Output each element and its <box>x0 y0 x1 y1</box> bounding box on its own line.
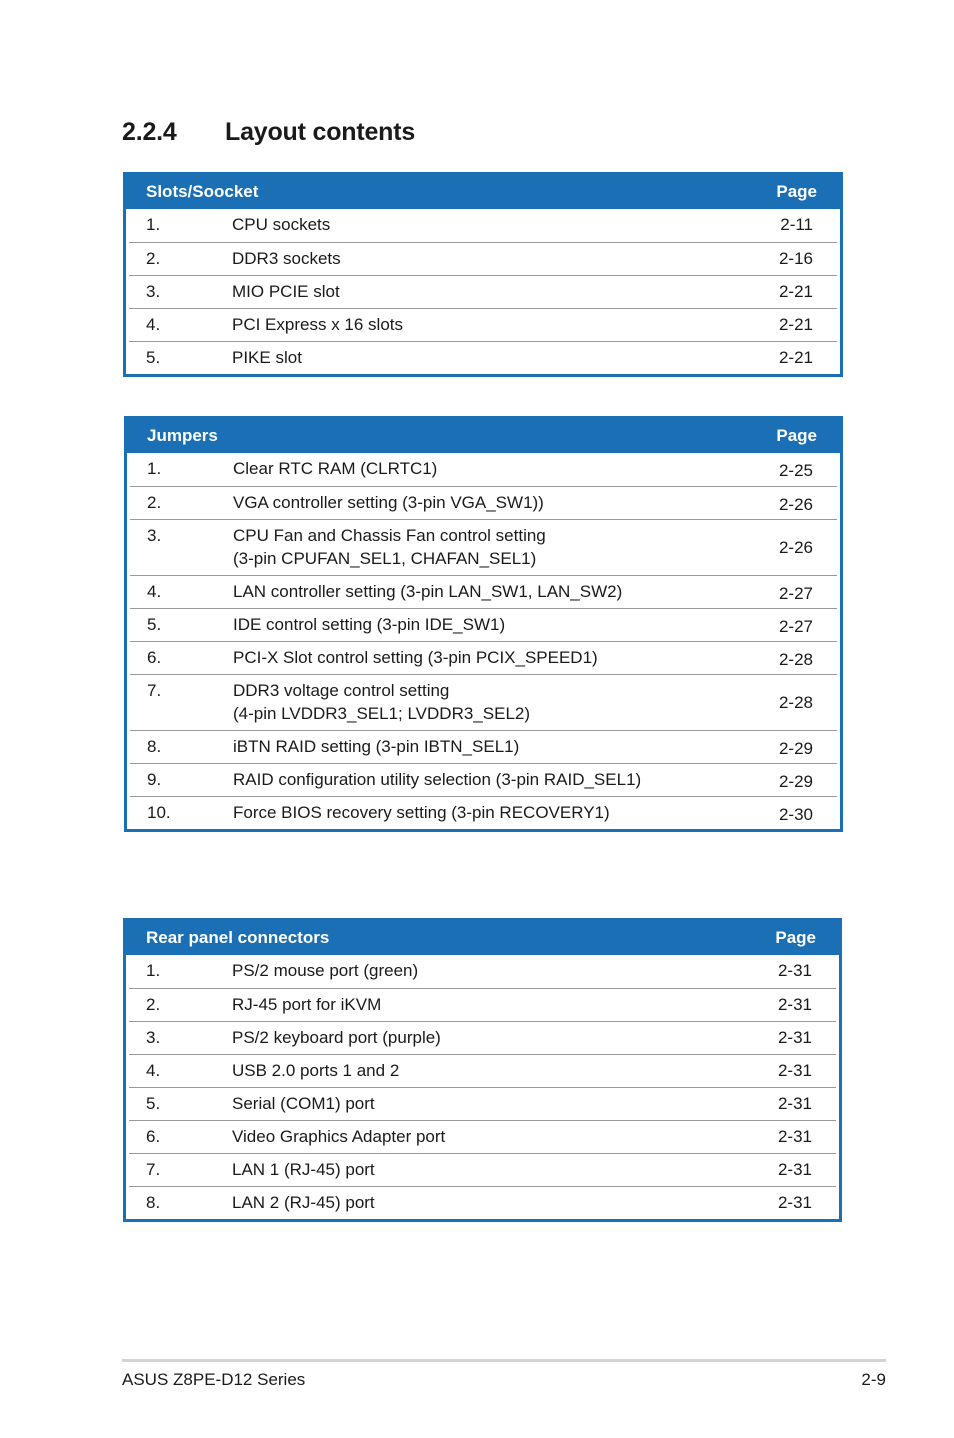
row-page: 2-26 <box>778 495 813 514</box>
row-description-line: iBTN RAID setting (3-pin IBTN_SEL1) <box>233 737 520 756</box>
row-page: 2-27 <box>778 617 813 636</box>
row-page: 2-26 <box>778 538 813 557</box>
row-number: 5. <box>146 1094 161 1113</box>
row-page: 2-31 <box>777 961 812 980</box>
row-description-line: MIO PCIE slot <box>232 282 340 301</box>
table-row <box>129 988 836 1021</box>
row-number: 7. <box>147 681 162 700</box>
row-description <box>232 1125 445 1148</box>
table-header-page: Page <box>775 928 816 947</box>
table-row <box>129 955 836 988</box>
row-description <box>232 1026 441 1049</box>
row-page: 2-16 <box>778 249 813 268</box>
row-description <box>233 768 641 791</box>
row-description <box>232 993 381 1016</box>
row-page: 2-31 <box>777 995 812 1014</box>
row-description <box>232 1191 375 1214</box>
row-number: 5. <box>147 615 162 634</box>
row-description <box>232 247 341 270</box>
row-number: 2. <box>146 249 161 268</box>
row-description <box>233 491 544 514</box>
row-number: 3. <box>146 282 161 301</box>
row-description <box>233 580 622 603</box>
table-row <box>129 1186 836 1219</box>
row-description <box>232 1059 399 1082</box>
row-description-line: Serial (COM1) port <box>232 1094 375 1113</box>
section-heading <box>122 118 415 147</box>
row-description <box>233 457 437 480</box>
row-description-line: PIKE slot <box>232 348 302 367</box>
row-number: 1. <box>146 961 161 980</box>
row-description <box>233 524 546 570</box>
row-description-line: DDR3 sockets <box>232 249 341 268</box>
row-description <box>232 1158 375 1181</box>
table-row <box>129 275 837 308</box>
row-description-line: RJ-45 port for iKVM <box>232 995 382 1014</box>
row-description <box>232 213 330 236</box>
row-number: 10. <box>147 803 171 822</box>
table-row <box>130 486 837 519</box>
row-description <box>232 1092 375 1115</box>
footer-product-name: ASUS Z8PE-D12 Series <box>122 1370 306 1389</box>
row-number: 2. <box>146 995 161 1014</box>
row-description-line: (3-pin CPUFAN_SEL1, CHAFAN_SEL1) <box>233 549 537 568</box>
row-number: 5. <box>146 348 161 367</box>
row-page: 2-21 <box>778 348 813 367</box>
row-description-line: Force BIOS recovery setting (3-pin RECOVERY1) <box>233 803 610 822</box>
row-description-line: Clear RTC RAM (CLRTC1) <box>233 459 438 478</box>
row-description-line: DDR3 voltage control setting <box>233 681 450 700</box>
table-row <box>130 453 837 486</box>
footer-divider <box>122 1359 886 1362</box>
row-description-line: PS/2 keyboard port (purple) <box>232 1028 441 1047</box>
row-description <box>233 801 610 824</box>
slots-table <box>123 172 843 377</box>
row-description-line: PS/2 mouse port (green) <box>232 961 419 980</box>
row-page: 2-31 <box>777 1193 812 1212</box>
row-number: 4. <box>146 1061 161 1080</box>
row-page: 2-31 <box>777 1028 812 1047</box>
table-header-page: Page <box>776 426 817 445</box>
row-page: 2-29 <box>778 739 813 758</box>
row-description <box>233 613 505 636</box>
table-header-title: Jumpers <box>147 426 218 445</box>
footer-page-number: 2-9 <box>861 1370 886 1389</box>
rear-panel-table-header <box>126 921 839 955</box>
row-number: 6. <box>146 1127 161 1146</box>
row-description-line: RAID configuration utility selection (3-pin RAID_SEL1) <box>233 770 642 789</box>
row-page: 2-27 <box>778 584 813 603</box>
row-number: 1. <box>147 459 162 478</box>
row-page: 2-25 <box>778 461 813 480</box>
row-page: 2-31 <box>777 1127 812 1146</box>
row-description-line: PCI Express x 16 slots <box>232 315 404 334</box>
row-description <box>233 735 519 758</box>
table-row <box>129 1021 836 1054</box>
row-description <box>232 280 340 303</box>
table-row <box>130 763 837 796</box>
table-row <box>129 1153 836 1186</box>
row-page: 2-28 <box>778 650 813 669</box>
row-number: 2. <box>147 493 162 512</box>
row-page: 2-21 <box>778 315 813 334</box>
row-description-line: (4-pin LVDDR3_SEL1; LVDDR3_SEL2) <box>233 704 531 723</box>
table-row <box>130 641 837 674</box>
table-row <box>130 730 837 763</box>
row-description <box>233 646 598 669</box>
row-number: 3. <box>146 1028 161 1047</box>
row-number: 1. <box>146 215 161 234</box>
table-row <box>130 519 837 575</box>
row-page: 2-31 <box>777 1061 812 1080</box>
table-row <box>130 796 837 829</box>
row-description <box>232 313 403 336</box>
row-description-line: LAN 2 (RJ-45) port <box>232 1193 375 1212</box>
row-description-line: VGA controller setting (3-pin VGA_SW1)) <box>233 493 544 512</box>
row-number: 7. <box>146 1160 161 1179</box>
table-row <box>130 575 837 608</box>
row-number: 3. <box>147 526 162 545</box>
row-description-line: LAN 1 (RJ-45) port <box>232 1160 375 1179</box>
table-row <box>129 1054 836 1087</box>
row-description-line: CPU sockets <box>232 215 331 234</box>
table-header-title: Rear panel connectors <box>146 928 330 947</box>
row-page: 2-31 <box>777 1094 812 1113</box>
row-description-line: Video Graphics Adapter port <box>232 1127 446 1146</box>
row-description-line: CPU Fan and Chassis Fan control setting <box>233 526 546 545</box>
jumpers-table <box>124 416 843 832</box>
row-number: 9. <box>147 770 162 789</box>
section-number: 2.2.4 <box>122 118 177 146</box>
table-row <box>129 1120 836 1153</box>
table-row <box>129 242 837 275</box>
row-description <box>233 679 530 725</box>
row-page: 2-31 <box>777 1160 812 1179</box>
table-row <box>130 674 837 730</box>
row-page: 2-30 <box>778 805 813 824</box>
slots-table-header <box>126 175 840 209</box>
row-description-line: PCI-X Slot control setting (3-pin PCIX_SPEED1) <box>233 648 598 667</box>
row-page: 2-29 <box>778 772 813 791</box>
row-number: 6. <box>147 648 162 667</box>
table-row <box>129 308 837 341</box>
row-description-line: LAN controller setting (3-pin LAN_SW1, LAN_SW2) <box>233 582 623 601</box>
rear-panel-table <box>123 918 842 1222</box>
table-header-page: Page <box>776 182 817 201</box>
row-page: 2-11 <box>780 215 813 234</box>
table-header-title: Slots/Soocket <box>146 182 259 201</box>
jumpers-table-header <box>127 419 840 453</box>
table-row <box>129 209 837 242</box>
section-title: Layout contents <box>225 118 416 146</box>
row-page: 2-28 <box>778 693 813 712</box>
row-number: 4. <box>147 582 162 601</box>
table-row <box>129 1087 836 1120</box>
row-number: 8. <box>146 1193 161 1212</box>
row-number: 4. <box>146 315 161 334</box>
row-description-line: USB 2.0 ports 1 and 2 <box>232 1061 400 1080</box>
table-row <box>129 341 837 374</box>
table-row <box>130 608 837 641</box>
row-description <box>232 346 302 369</box>
row-page: 2-21 <box>778 282 813 301</box>
row-description-line: IDE control setting (3-pin IDE_SW1) <box>233 615 506 634</box>
row-number: 8. <box>147 737 162 756</box>
row-description <box>232 959 418 982</box>
